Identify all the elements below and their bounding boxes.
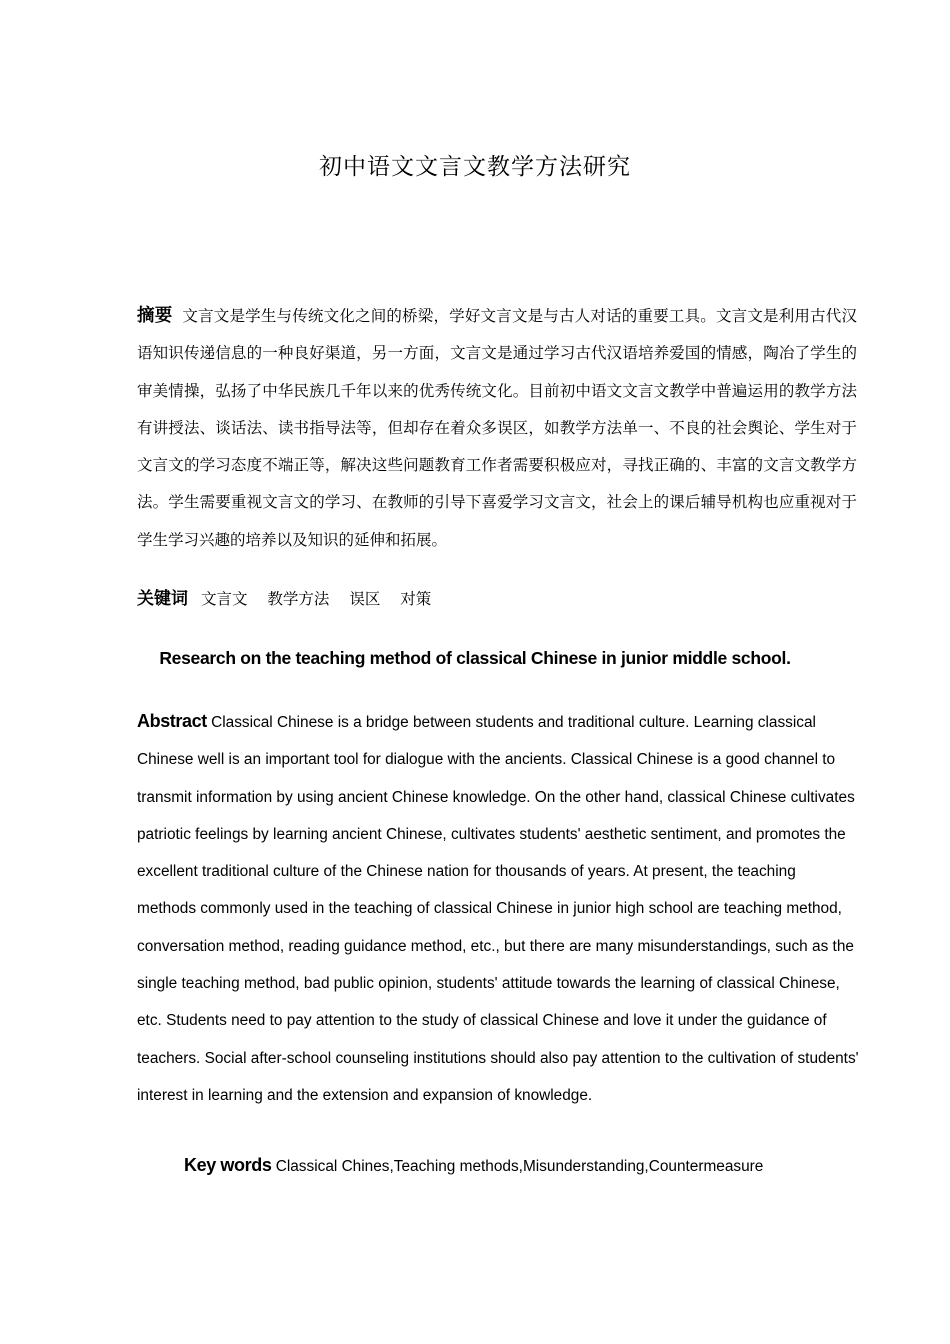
- english-abstract-label: Abstract: [137, 711, 207, 731]
- chinese-keywords: [137, 584, 446, 609]
- english-keywords-label: Key words: [184, 1155, 272, 1175]
- chinese-abstract: [137, 298, 857, 559]
- chinese-keyword: 误区: [349, 590, 381, 608]
- chinese-keyword: 文言文: [200, 590, 248, 608]
- chinese-keyword: 教学方法: [267, 590, 330, 608]
- english-abstract-text: Classical Chinese is a bridge between students and traditional culture. Learning classical Chinese well is an important tool for dialogue with the ancients. Classical Chinese is a good channel to transmit information by using ancient Chinese knowledge. On the other hand, classical Chinese cultivates patriotic feelings by learning ancient Chinese, cultivates students' aesthetic sentiment, and promotes the excellent traditional culture of the Chinese nation for thousands of years. At present, the teaching methods commonly used in the teaching of classical Chinese in junior high school are teaching method, conversation method, reading guidance method, etc., but there are many misunderstandings, such as the single teaching method, bad public opinion, students' attitude towards the learning of classical Chinese, etc. Students need to pay attention to the study of classical Chinese and love it under the guidance of teachers. Social after-school counseling institutions should also pay attention to the cultivation of students' interest in learning and the extension and expansion of knowledge.: [137, 714, 859, 1104]
- english-keywords: [184, 1150, 763, 1182]
- chinese-keyword: 对策: [400, 590, 432, 608]
- page-title: 初中语文文言文教学方法研究: [319, 154, 631, 180]
- english-abstract: [137, 703, 859, 1114]
- chinese-abstract-text: 文言文是学生与传统文化之间的桥梁，学好文言文是与古人对话的重要工具。文言文是利用古代汉语知识传递信息的一种良好渠道，另一方面，文言文是通过学习古代汉语培养爱国的情感，陶冶了学生的审美情操，弘扬了中华民族几千年以来的优秀传统文化。目前初中语文文言文教学中普遍运用的教学方法有讲授法、谈话法、读书指导法等，但却存在着众多误区，如教学方法单一、不良的社会舆论、学生对于文言文的学习态度不端正等，解决这些问题教育工作者需要积极应对，寻找正确的、丰富的文言文教学方法。学生需要重视文言文的学习、在教师的引导下喜爱学习文言文，社会上的课后辅导机构也应重视对于学生学习兴趣的培养以及知识的延伸和拓展。: [137, 307, 857, 549]
- english-keywords-text: Classical Chines,Teaching methods,Misunderstanding,Countermeasure: [275, 1158, 764, 1175]
- chinese-keywords-label: 关键词: [137, 589, 188, 609]
- english-title: Research on the teaching method of classical Chinese in junior middle school.: [159, 648, 791, 668]
- chinese-abstract-label: 摘要: [137, 306, 173, 326]
